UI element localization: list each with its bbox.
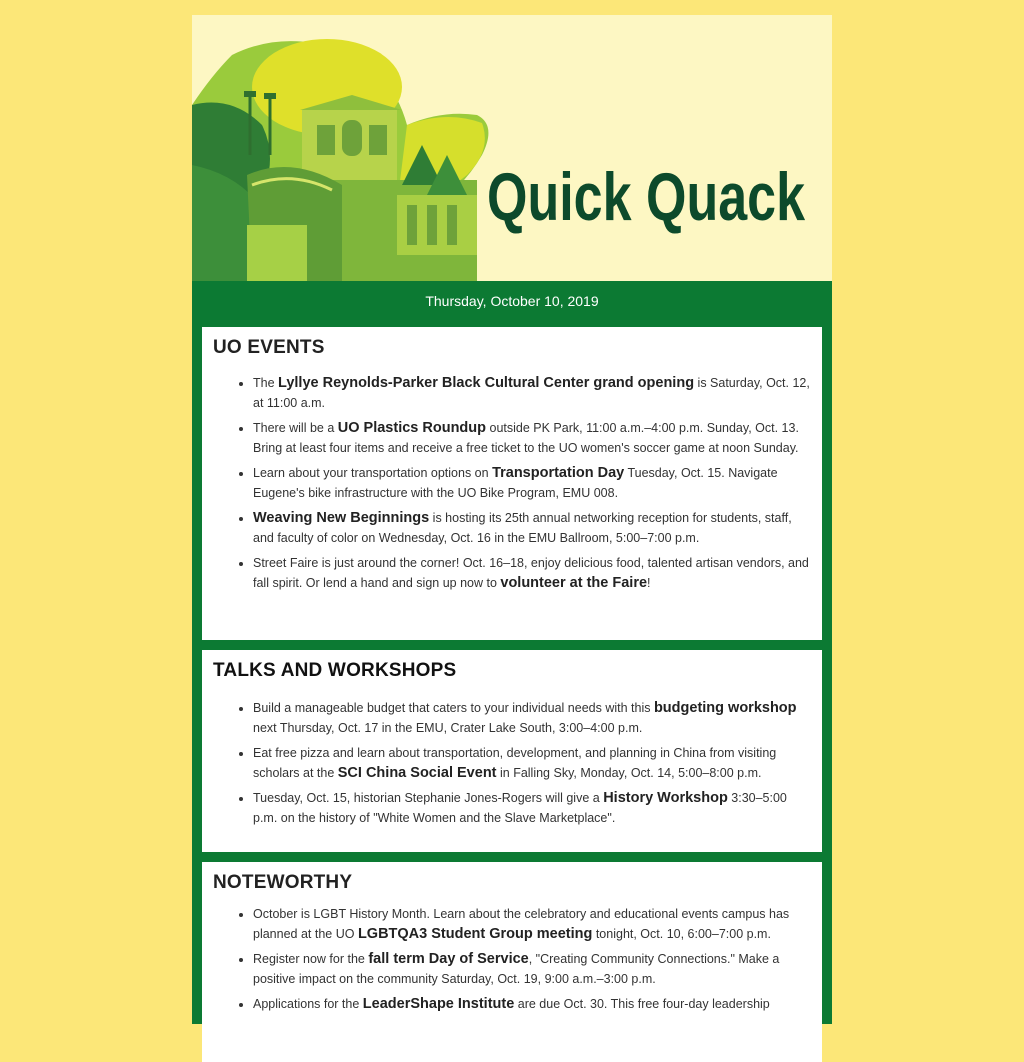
list-item: • Learn about your transportation options on Transportation Day Tuesday, Oct. 15. Navigate Eugene's bike infrastructure with the UO Bike Program, EMU 008.: [253, 463, 811, 503]
section-noteworthy: [202, 862, 822, 1062]
list-item: • There will be a UO Plastics Roundup outside PK Park, 11:00 a.m.–4:00 p.m. Sunday, Oct. 13. Bring at least four items and receive a free ticket to the UO women's soccer game at noon Sunday.: [253, 418, 811, 458]
event-link[interactable]: LeaderShape Institute: [362, 996, 515, 1012]
list-item: • October is LGBT History Month. Learn about the celebratory and educational events campus has planned at the UO LGBTQA3 Student Group meeting tonight, Oct. 10, 6:00–7:00 p.m.: [253, 904, 811, 944]
section-talks-workshops: [202, 650, 822, 852]
banner: [192, 15, 832, 281]
event-link[interactable]: LGBTQA3 Student Group meeting: [357, 926, 593, 942]
event-link[interactable]: SCI China Social Event: [337, 765, 497, 781]
list-item: • Tuesday, Oct. 15, historian Stephanie Jones-Rogers will give a History Workshop 3:30–5:00 p.m. on the history of "White Women and the Slave Marketplace".: [253, 788, 811, 828]
list-item: • Build a manageable budget that caters to your individual needs with this budgeting workshop next Thursday, Oct. 17 in the EMU, Crater Lake South, 3:00–4:00 p.m.: [253, 698, 811, 738]
event-link[interactable]: fall term Day of Service: [368, 951, 529, 967]
issue-date: Thursday, October 10, 2019: [425, 293, 599, 309]
section-title: UO EVENTS: [213, 337, 325, 358]
newsletter: [192, 15, 832, 1024]
event-link[interactable]: budgeting workshop: [653, 700, 797, 716]
section-title: NOTEWORTHY: [213, 872, 353, 893]
event-link[interactable]: volunteer at the Faire: [500, 575, 648, 591]
newsletter-title: Quick Quack: [487, 159, 806, 235]
event-link[interactable]: Lyllye Reynolds-Parker Black Cultural Center grand opening: [278, 375, 695, 391]
section-uo-events: [202, 327, 822, 640]
event-link[interactable]: Weaving New Beginnings: [253, 510, 430, 526]
duck-campus-illustration: [192, 15, 832, 281]
list-item: • Weaving New Beginnings is hosting its 25th annual networking reception for students, staff, and faculty of color on Wednesday, Oct. 16 in the EMU Ballroom, 5:00–7:00 p.m.: [253, 508, 811, 548]
section-list: [213, 904, 811, 1014]
list-item: • Street Faire is just around the corner! Oct. 16–18, enjoy delicious food, talented artisan vendors, and fall spirit. Or lend a hand and sign up now to volunteer at the Faire!: [253, 553, 811, 593]
event-link[interactable]: Transportation Day: [492, 465, 625, 481]
list-item: • Eat free pizza and learn about transportation, development, and planning in China from visiting scholars at the SCI China Social Event in Falling Sky, Monday, Oct. 14, 5:00–8:00 p.m.: [253, 743, 811, 783]
list-item: • Register now for the fall term Day of Service, "Creating Community Connections." Make a positive impact on the community Saturday, Oct. 19, 9:00 a.m.–3:00 p.m.: [253, 949, 811, 989]
event-link[interactable]: History Workshop: [603, 790, 728, 806]
list-item: • The Lyllye Reynolds-Parker Black Cultural Center grand opening is Saturday, Oct. 12, at 11:00 a.m.: [253, 373, 811, 413]
event-link[interactable]: UO Plastics Roundup: [337, 420, 487, 436]
section-list: [213, 698, 811, 828]
list-item: • Applications for the LeaderShape Institute are due Oct. 30. This free four-day leadership: [253, 994, 811, 1014]
section-title: TALKS AND WORKSHOPS: [213, 660, 457, 681]
section-list: [213, 373, 811, 593]
